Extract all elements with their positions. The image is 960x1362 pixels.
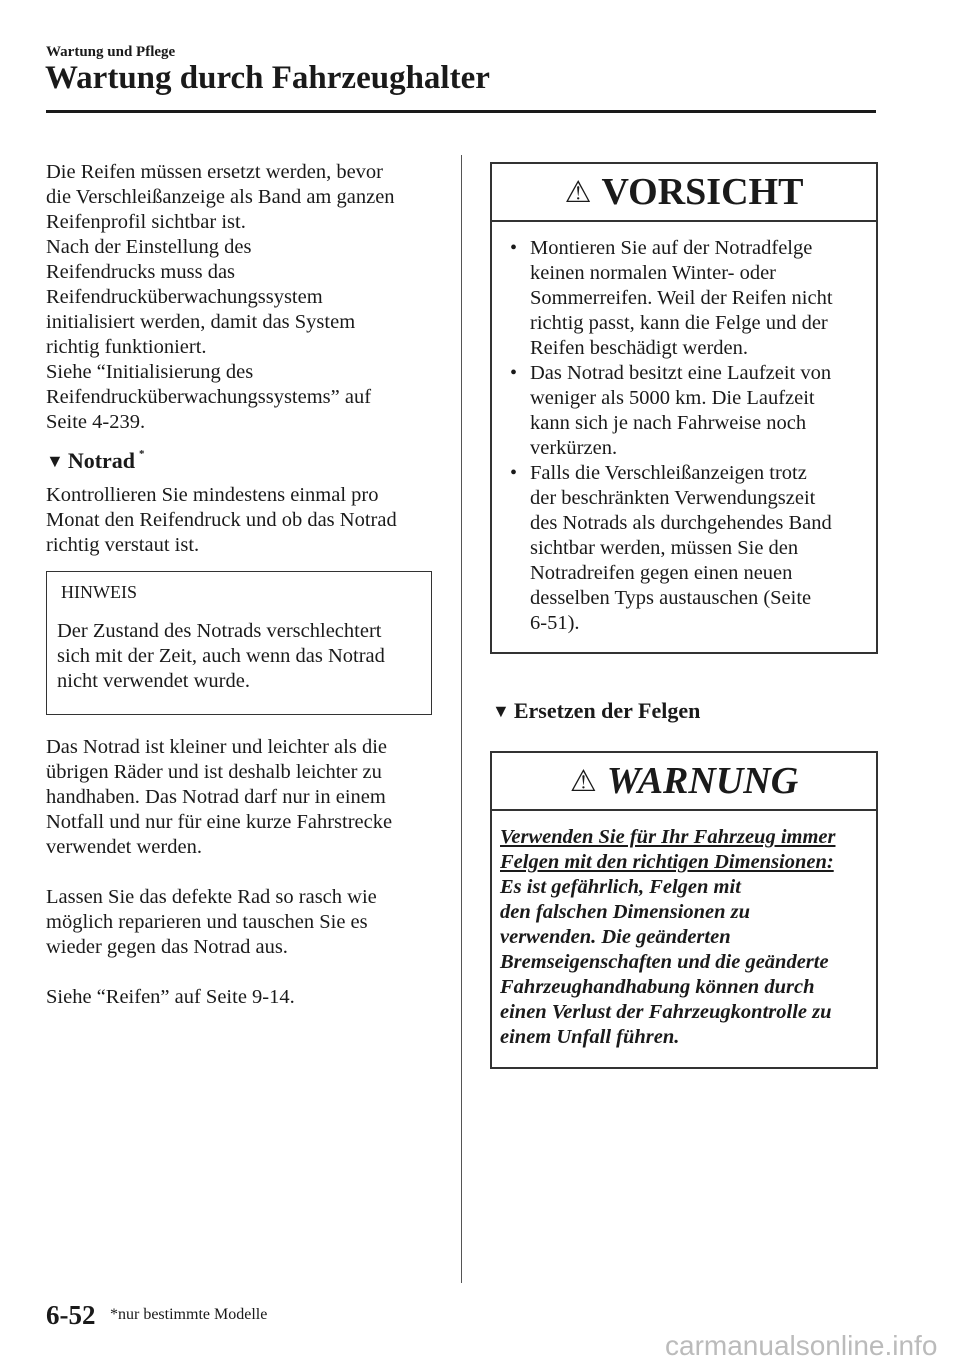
- footnote: *nur bestimmte Modelle: [110, 1306, 268, 1323]
- text-line: Reifenprofil sichtbar ist.: [46, 211, 246, 233]
- text-line: den falschen Dimensionen zu: [500, 901, 751, 923]
- vorsicht-bullets: [492, 222, 876, 636]
- text-line: Siehe “Initialisierung des: [46, 361, 254, 383]
- warning-triangle-icon: ⚠: [569, 764, 597, 798]
- text-line: handhaben. Das Notrad darf nur in einem: [46, 786, 386, 808]
- text-line: desselben Typs austauschen (Seite: [530, 587, 812, 609]
- text-line: Das Notrad besitzt eine Laufzeit von: [530, 362, 832, 384]
- text-line: Notradreifen gegen einen neuen: [530, 562, 793, 584]
- vorsicht-header: ⚠ VORSICHT: [492, 164, 876, 222]
- text-line: sich mit der Zeit, auch wenn das Notrad: [57, 645, 385, 667]
- text-line: Das Notrad ist kleiner und leichter als die: [46, 736, 387, 758]
- text-line: weniger als 5000 km. Die Laufzeit: [530, 387, 815, 409]
- triangle-down-icon: ▼: [46, 451, 64, 471]
- text-line: keinen normalen Winter- oder: [530, 262, 776, 284]
- text-line: einem Unfall führen.: [500, 1026, 680, 1048]
- bullet-item: [492, 461, 876, 636]
- page-number: 6-52: [46, 1300, 96, 1330]
- text-line: verwendet werden.: [46, 836, 202, 858]
- notrad-paragraph: [46, 483, 436, 558]
- text-line: Reifendrucküberwachungssystems” auf: [46, 386, 372, 408]
- text-line: richtig verstaut ist.: [46, 534, 200, 556]
- watermark: carmanualsonline.info: [665, 1330, 938, 1361]
- text-line: Es ist gefährlich, Felgen mit: [500, 876, 741, 898]
- bullet-item: [492, 361, 876, 461]
- text-line: übrigen Räder und ist deshalb leichter zu: [46, 761, 382, 783]
- notrad-heading: ▼ Notrad *: [46, 448, 145, 473]
- text-line: wieder gegen das Notrad aus.: [46, 936, 288, 958]
- column-divider: [461, 155, 462, 1283]
- text-line: Kontrollieren Sie mindestens einmal pro: [46, 484, 379, 506]
- warning-triangle-icon: ⚠: [564, 175, 592, 209]
- paragraph-3: [46, 885, 436, 960]
- text-line: der beschränkten Verwendungszeit: [530, 487, 816, 509]
- text-line: nicht verwendet wurde.: [57, 670, 250, 692]
- text-line: Bremseigenschaften und die geänderte: [500, 951, 829, 973]
- text-line: richtig funktioniert.: [46, 336, 207, 358]
- bullet-item: [492, 236, 876, 361]
- felgen-heading: ▼ Ersetzen der Felgen: [492, 698, 701, 723]
- text-line: initialisiert werden, damit das System: [46, 311, 356, 333]
- paragraph-2: [46, 735, 436, 860]
- text-line: Nach der Einstellung des: [46, 236, 252, 258]
- warnung-text: [492, 811, 876, 1050]
- text-line: 6-51).: [530, 612, 580, 634]
- text-line: Verwenden Sie für Ihr Fahrzeug immer: [500, 826, 836, 848]
- text-line: möglich reparieren und tauschen Sie es: [46, 911, 368, 933]
- text-line: Reifen beschädigt werden.: [530, 337, 749, 359]
- text-line: des Notrads als durchgehendes Band: [530, 512, 832, 534]
- left-column: [46, 160, 436, 1010]
- text-line: Notfall und nur für eine kurze Fahrstrecke: [46, 811, 393, 833]
- text-line: die Verschleißanzeige als Band am ganzen: [46, 186, 395, 208]
- warnung-box: [490, 751, 878, 1069]
- hinweis-title: HINWEIS: [61, 582, 137, 602]
- text-line: sichtbar werden, müssen Sie den: [530, 537, 799, 559]
- intro-paragraph: [46, 160, 436, 435]
- text-line: Reifendrucküberwachungssystem: [46, 286, 323, 308]
- hinweis-box: [46, 571, 432, 715]
- text-line: verwenden. Die geänderten: [500, 926, 731, 948]
- text-line: Fahrzeughandhabung können durch: [500, 976, 815, 998]
- text-line: kann sich je nach Fahrweise noch: [530, 412, 807, 434]
- text-line: Die Reifen müssen ersetzt werden, bevor: [46, 161, 383, 183]
- vorsicht-box: [490, 162, 878, 654]
- text-line: Falls die Verschleißanzeigen trotz: [530, 462, 807, 484]
- text-line: Montieren Sie auf der Notradfelge: [530, 237, 813, 259]
- text-line: Lassen Sie das defekte Rad so rasch wie: [46, 886, 377, 908]
- hinweis-text: [57, 619, 431, 694]
- text-line: verkürzen.: [530, 437, 618, 459]
- text-line: einen Verlust der Fahrzeugkontrolle zu: [500, 1001, 832, 1023]
- bullet-icon: •: [510, 237, 518, 259]
- text-line: Monat den Reifendruck und ob das Notrad: [46, 509, 397, 531]
- bullet-icon: •: [510, 362, 518, 384]
- section-label: Wartung und Pflege: [46, 44, 176, 60]
- text-line: Der Zustand des Notrads verschlechtert: [57, 620, 382, 642]
- page-title: Wartung durch Fahrzeughalter: [45, 60, 490, 96]
- triangle-down-icon: ▼: [492, 701, 510, 721]
- bullet-icon: •: [510, 462, 518, 484]
- paragraph-4: [46, 985, 436, 1010]
- text-line: Felgen mit den richtigen Dimensionen:: [500, 851, 834, 873]
- warnung-header: ⚠ WARNUNG: [492, 753, 876, 811]
- text-line: Seite 4-239.: [46, 411, 146, 433]
- text-line: Sommerreifen. Weil der Reifen nicht: [530, 287, 833, 309]
- text-line: richtig passt, kann die Felge und der: [530, 312, 828, 334]
- text-line: Reifendrucks muss das: [46, 261, 236, 283]
- header-rule: [46, 110, 876, 113]
- text-line: Siehe “Reifen” auf Seite 9-14.: [46, 986, 295, 1008]
